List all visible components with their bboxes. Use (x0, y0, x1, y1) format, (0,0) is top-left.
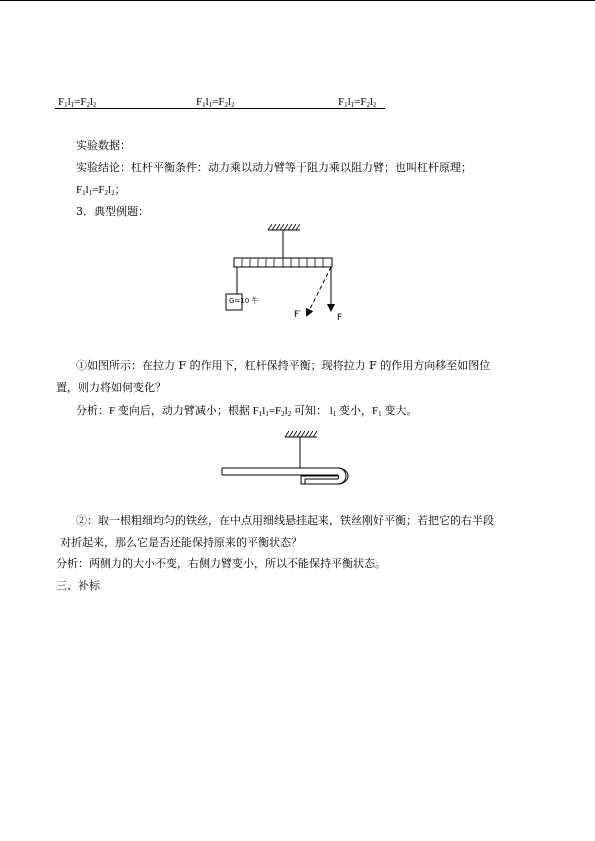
question-2-line-1: ②：取一根粗细均匀的铁丝，在中点用细线悬挂起来，铁丝刚好平衡；若把它的右半段 (76, 514, 494, 527)
question-1-line-2: 置，则力将如何变化？ (56, 381, 166, 394)
question-2-line-2: 对折起来，那么它是否还能保持原来的平衡状态？ (60, 536, 302, 549)
header-formula-2: $F_1l_1=F_2l_2$ (196, 96, 235, 109)
ceiling-support (268, 224, 300, 230)
iron-wire-diagram (222, 431, 348, 484)
section-3-heading: 3．典型例题： (76, 205, 149, 218)
experiment-data-label: 实验数据： (76, 139, 131, 152)
force-f-prime-label: F′ (294, 310, 302, 320)
header-formula-3: $F_1l_1=F_2l_2$ (338, 96, 377, 109)
answer-1: 分析：F 变向后，动力臂减小；根据 $F_1l_1=F_2l_2$ 可知： $l_1$ 变小，$F_1$ 变大。 (76, 405, 418, 418)
section-3-supplement-heading: 三、补标 (56, 579, 100, 592)
answer-2: 分析：两侧力的大小不变，右侧力臂变小，所以不能保持平衡状态。 (56, 557, 386, 570)
force-f-label: F (337, 313, 343, 323)
lever-bar (234, 258, 332, 267)
force-f-prime-arrow (307, 267, 331, 315)
question-1-line-1: ①如图所示：在拉力 F 的作用下，杠杆保持平衡；现将拉力 F 的作用方向移至如图位 (76, 359, 491, 372)
conclusion-formula: $F_1l_1=F_2l_2$； (76, 184, 126, 197)
header-formula-1: $F_1l_1=F_2l_2$ (58, 96, 97, 109)
weight-label: G=10 牛 (229, 297, 259, 305)
experiment-conclusion: 实验结论：杠杆平衡条件：动力乘以动力臂等于阻力乘以阻力臂；也叫杠杆原理； (76, 161, 472, 174)
